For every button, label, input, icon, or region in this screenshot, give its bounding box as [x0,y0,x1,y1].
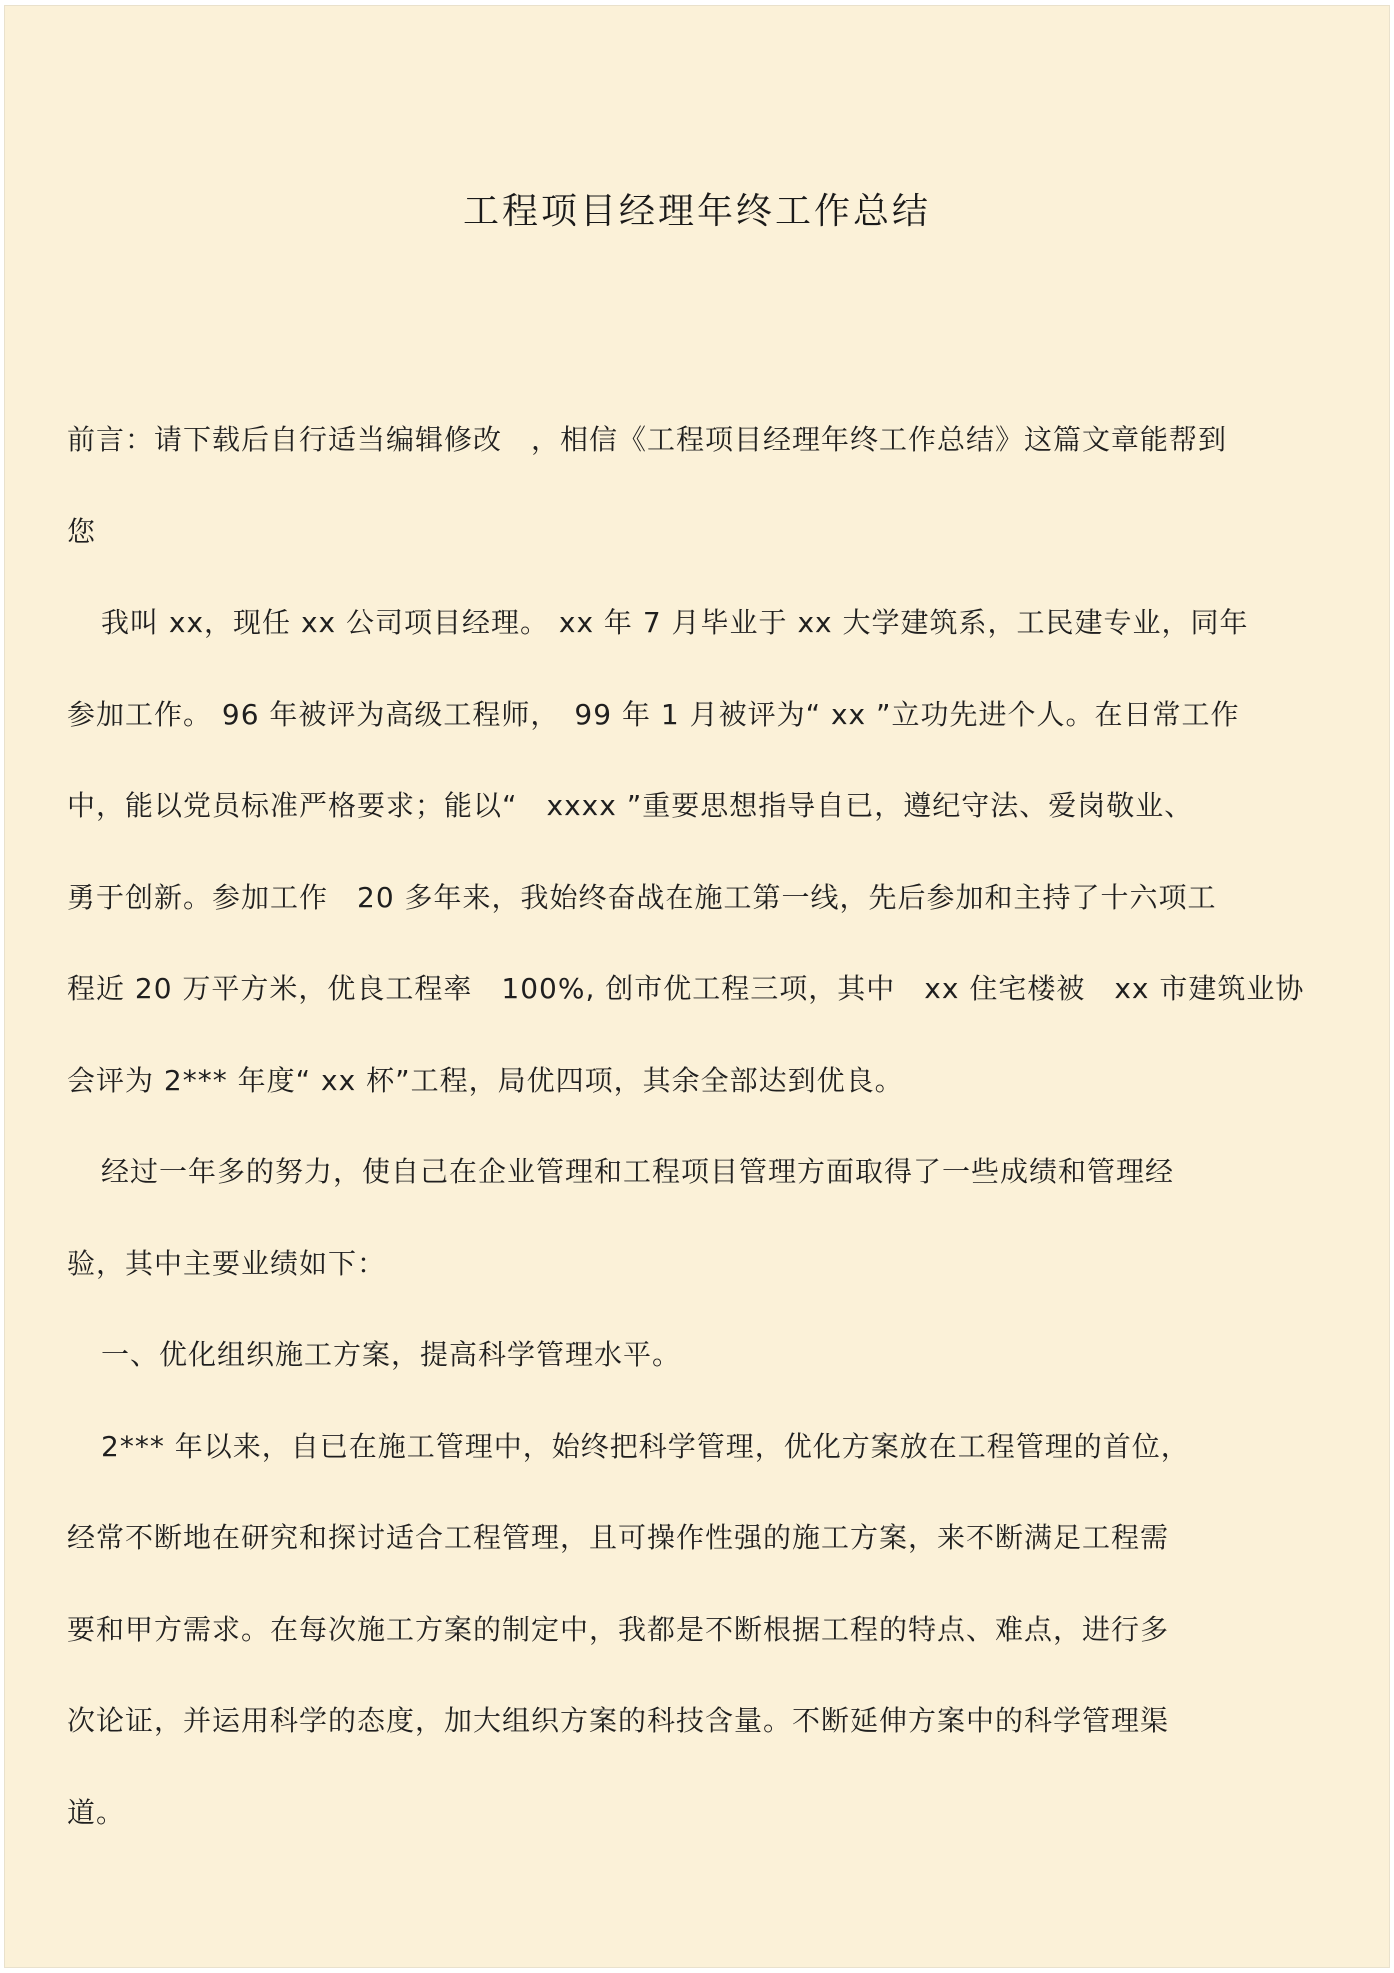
text-line: 经过一年多的努力，使自己在企业管理和工程项目管理方面取得了一些成绩和管理经 [101,1155,1175,1188]
text-line: 会评为 2*** 年度“ xx 杯”工程，局优四项，其余全部达到优良。 [67,1063,904,1097]
text-line: 道。 [67,1795,126,1829]
text-line: 前言：请下载后自行适当编辑修改 ，相信《工程项目经理年终工作总结》这篇文章能帮到 [67,423,1228,456]
text-line: 要和甲方需求。在每次施工方案的制定中，我都是不断根据工程的特点、难点，进行多 [67,1612,1170,1646]
document-page [4,5,1390,1968]
text-line: 次论证，并运用科学的态度，加大组织方案的科技含量。不断延伸方案中的科学管理渠 [67,1704,1170,1737]
text-line: 勇于创新。参加工作 20 多年来，我始终奋战在施工第一线，先后参加和主持了十六项工 [67,880,1217,914]
document-body [67,394,1347,1858]
text-line: 中，能以党员标准严格要求；能以“ xxxx ”重要思想指导自已，遵纪守法、爱岗敬业、 [67,789,1194,822]
text-line: 我叫 xx，现任 xx 公司项目经理。 xx 年 7 月毕业于 xx 大学建筑系，工民建专业，同年 [101,606,1249,639]
text-line: 您 [67,514,97,548]
text-line: 参加工作。 96 年被评为高级工程师， 99 年 1 月被评为“ xx ”立功先进个人。在日常工作 [67,697,1240,731]
text-line: 经常不断地在研究和探讨适合工程管理，且可操作性强的施工方案，来不断满足工程需 [67,1521,1170,1554]
document-title: 工程项目经理年终工作总结 [462,191,931,232]
text-line: 一、优化组织施工方案，提高科学管理水平。 [101,1338,682,1371]
text-line: 验，其中主要业绩如下： [67,1246,387,1280]
text-line: 程近 20 万平方米，优良工程率 100%, 创市优工程三项，其中 xx 住宅楼被 xx 市建筑业协 [67,972,1305,1005]
text-line: 2*** 年以来，自已在施工管理中，始终把科学管理，优化方案放在工程管理的首位， [101,1429,1190,1463]
